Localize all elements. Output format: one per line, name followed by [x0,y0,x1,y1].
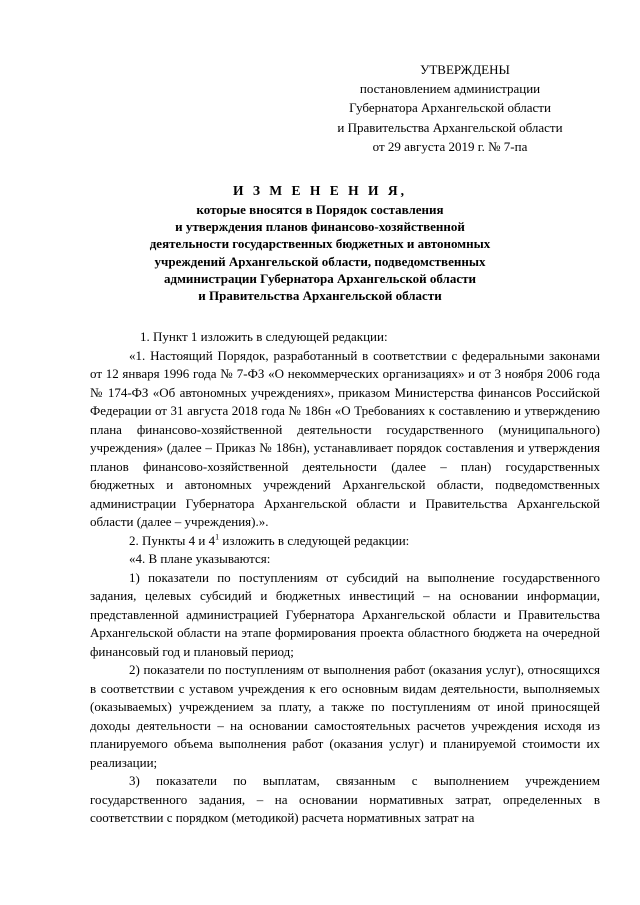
title-line: и утверждения планов финансово-хозяйственной [175,219,465,235]
title-line: и Правительства Архангельской области [198,288,442,304]
paragraph: 2) показатели по поступлениям от выполнения работ (оказания услуг), относящихся в соответствии с уставом учреждения к его основным видам деятельности, выполняемых (оказываемых) учреждением за плату, а также по поступлениям от иной приносящей доходы деятельности – на основании самостоятельных расчетов учреждения исходя из планируемого объема выполнения работ (оказания услуг) и планируемой стоимости их реализации; [90,662,600,770]
approval-line: и Правительства Архангельской области [337,119,563,135]
title-line: учреждений Архангельской области, подведомственных [154,253,486,269]
title-line: администрации Губернатора Архангельской области [164,270,476,286]
title-heading: И З М Е Н Е Н И Я, [232,183,407,198]
superscript: 1 [215,532,220,542]
approval-heading: УТВЕРЖДЕНЫ [420,62,510,77]
paragraph: 3) показатели по выплатам, связанным с выполнением учреждением государственного задания, – на основании нормативных затрат, определенных в соответствии с порядком (методикой) расчета нормативных затрат на [90,773,600,825]
title-line: которые вносятся в Порядок составления [196,202,444,217]
approval-line: Губернатора Архангельской области [349,100,551,116]
approval-line: постановлением администрации [359,81,541,97]
document-body [90,328,600,828]
paragraph-text: изложить в следующей редакции: [219,532,410,548]
document-title [80,181,560,304]
paragraph: «1. Настоящий Порядок, разработанный в соответствии с федеральными законами от 12 января 1996 года № 7-ФЗ «О некоммерческих организациях» и от 3 ноября 2006 года № 174-ФЗ «Об автономных учреждениях», приказом Министерства финансов Российской Федерации от 31 августа 2018 года № 186н «О Требованиях к составлению и утверждению плана финансово-хозяйственной деятельности государственного (муниципального) учреждения» (далее – Приказ № 186н), устанавливает порядок составления и утверждения планов финансово-хозяйственной деятельности (далее – план) государственных бюджетных и автономных учреждений Архангельской области, подведомственных администрации Губернатора Архангельской области и Правительства Архангельской области (далее – учреждения).». [90,347,600,529]
paragraph: «4. В плане указываются: [129,551,271,566]
paragraph: 1. Пункт 1 изложить в следующей редакции: [140,329,388,344]
paragraph-text: 2. Пункты 4 и 4 [129,532,216,548]
approval-stamp [300,60,600,156]
approval-date: от 29 августа 2019 г. № 7-па [372,138,528,154]
paragraph [90,532,600,551]
title-subtitle [80,201,560,304]
title-line: деятельности государственных бюджетных и автономных [149,236,491,252]
paragraph: 1) показатели по поступлениям от субсидий на выполнение государственного задания, целевых субсидий и бюджетных инвестиций – на основании информации, представленной администрацией Губернатора Архангельской области и Правительства Архангельской области на этапе формирования проекта областного бюджета на очередной финансовый год и плановый период; [90,569,600,659]
